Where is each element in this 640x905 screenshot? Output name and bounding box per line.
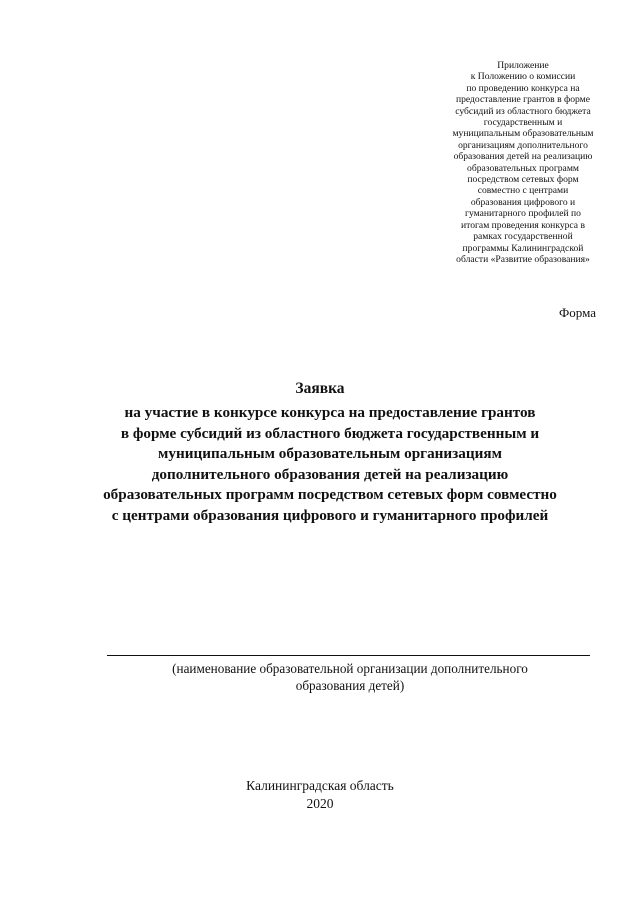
- appendix-line: посредством сетевых форм: [467, 174, 579, 186]
- appendix-line: программы Калининградской: [462, 242, 584, 254]
- appendix-line: Приложение: [497, 60, 549, 71]
- subtitle-line: муниципальным образовательным организациям: [158, 445, 502, 462]
- document-title: Заявка: [295, 380, 345, 397]
- appendix-line: области «Развитие образования»: [456, 253, 590, 265]
- footer-region: Калининградская область: [246, 778, 394, 793]
- appendix-line: предоставление грантов в форме: [455, 94, 591, 106]
- appendix-block: [420, 60, 626, 265]
- appendix-line: рамках государственной: [473, 231, 573, 243]
- subtitle-line: образовательных программ посредством сетевых форм совместно: [103, 486, 557, 503]
- appendix-line: образования детей на реализацию: [453, 151, 593, 163]
- appendix-line: субсидий из областного бюджета: [455, 105, 591, 117]
- caption-line: образования детей): [295, 678, 405, 693]
- appendix-line: муниципальным образовательным: [452, 128, 594, 140]
- organization-name-line: [107, 655, 590, 656]
- appendix-line: организациям дополнительного: [458, 139, 588, 151]
- appendix-line: по проведению конкурса на: [466, 82, 580, 94]
- appendix-line: совместно с центрами: [477, 185, 569, 197]
- subtitle-line: в форме субсидий из областного бюджета государственным и: [120, 424, 540, 442]
- appendix-line: к Положению о комиссии: [470, 71, 576, 83]
- appendix-line: образовательных программ: [467, 162, 579, 174]
- appendix-line: государственным и: [483, 117, 563, 129]
- footer-year: 2020: [306, 796, 334, 811]
- document-subtitle: [40, 403, 620, 526]
- appendix-line: образования цифрового и: [470, 196, 576, 208]
- form-label: Форма: [559, 305, 596, 320]
- appendix-line: итогам проведения конкурса в: [461, 219, 585, 231]
- caption-line: (наименование образовательной организации дополнительного: [172, 661, 528, 676]
- subtitle-line: с центрами образования цифрового и гуманитарного профилей: [111, 506, 549, 524]
- subtitle-line: на участие в конкурсе конкурса на предоставление грантов: [124, 404, 536, 421]
- organization-name-caption: [110, 660, 590, 694]
- appendix-line: гуманитарного профилей по: [465, 208, 581, 220]
- subtitle-line: дополнительного образования детей на реализацию: [151, 465, 509, 483]
